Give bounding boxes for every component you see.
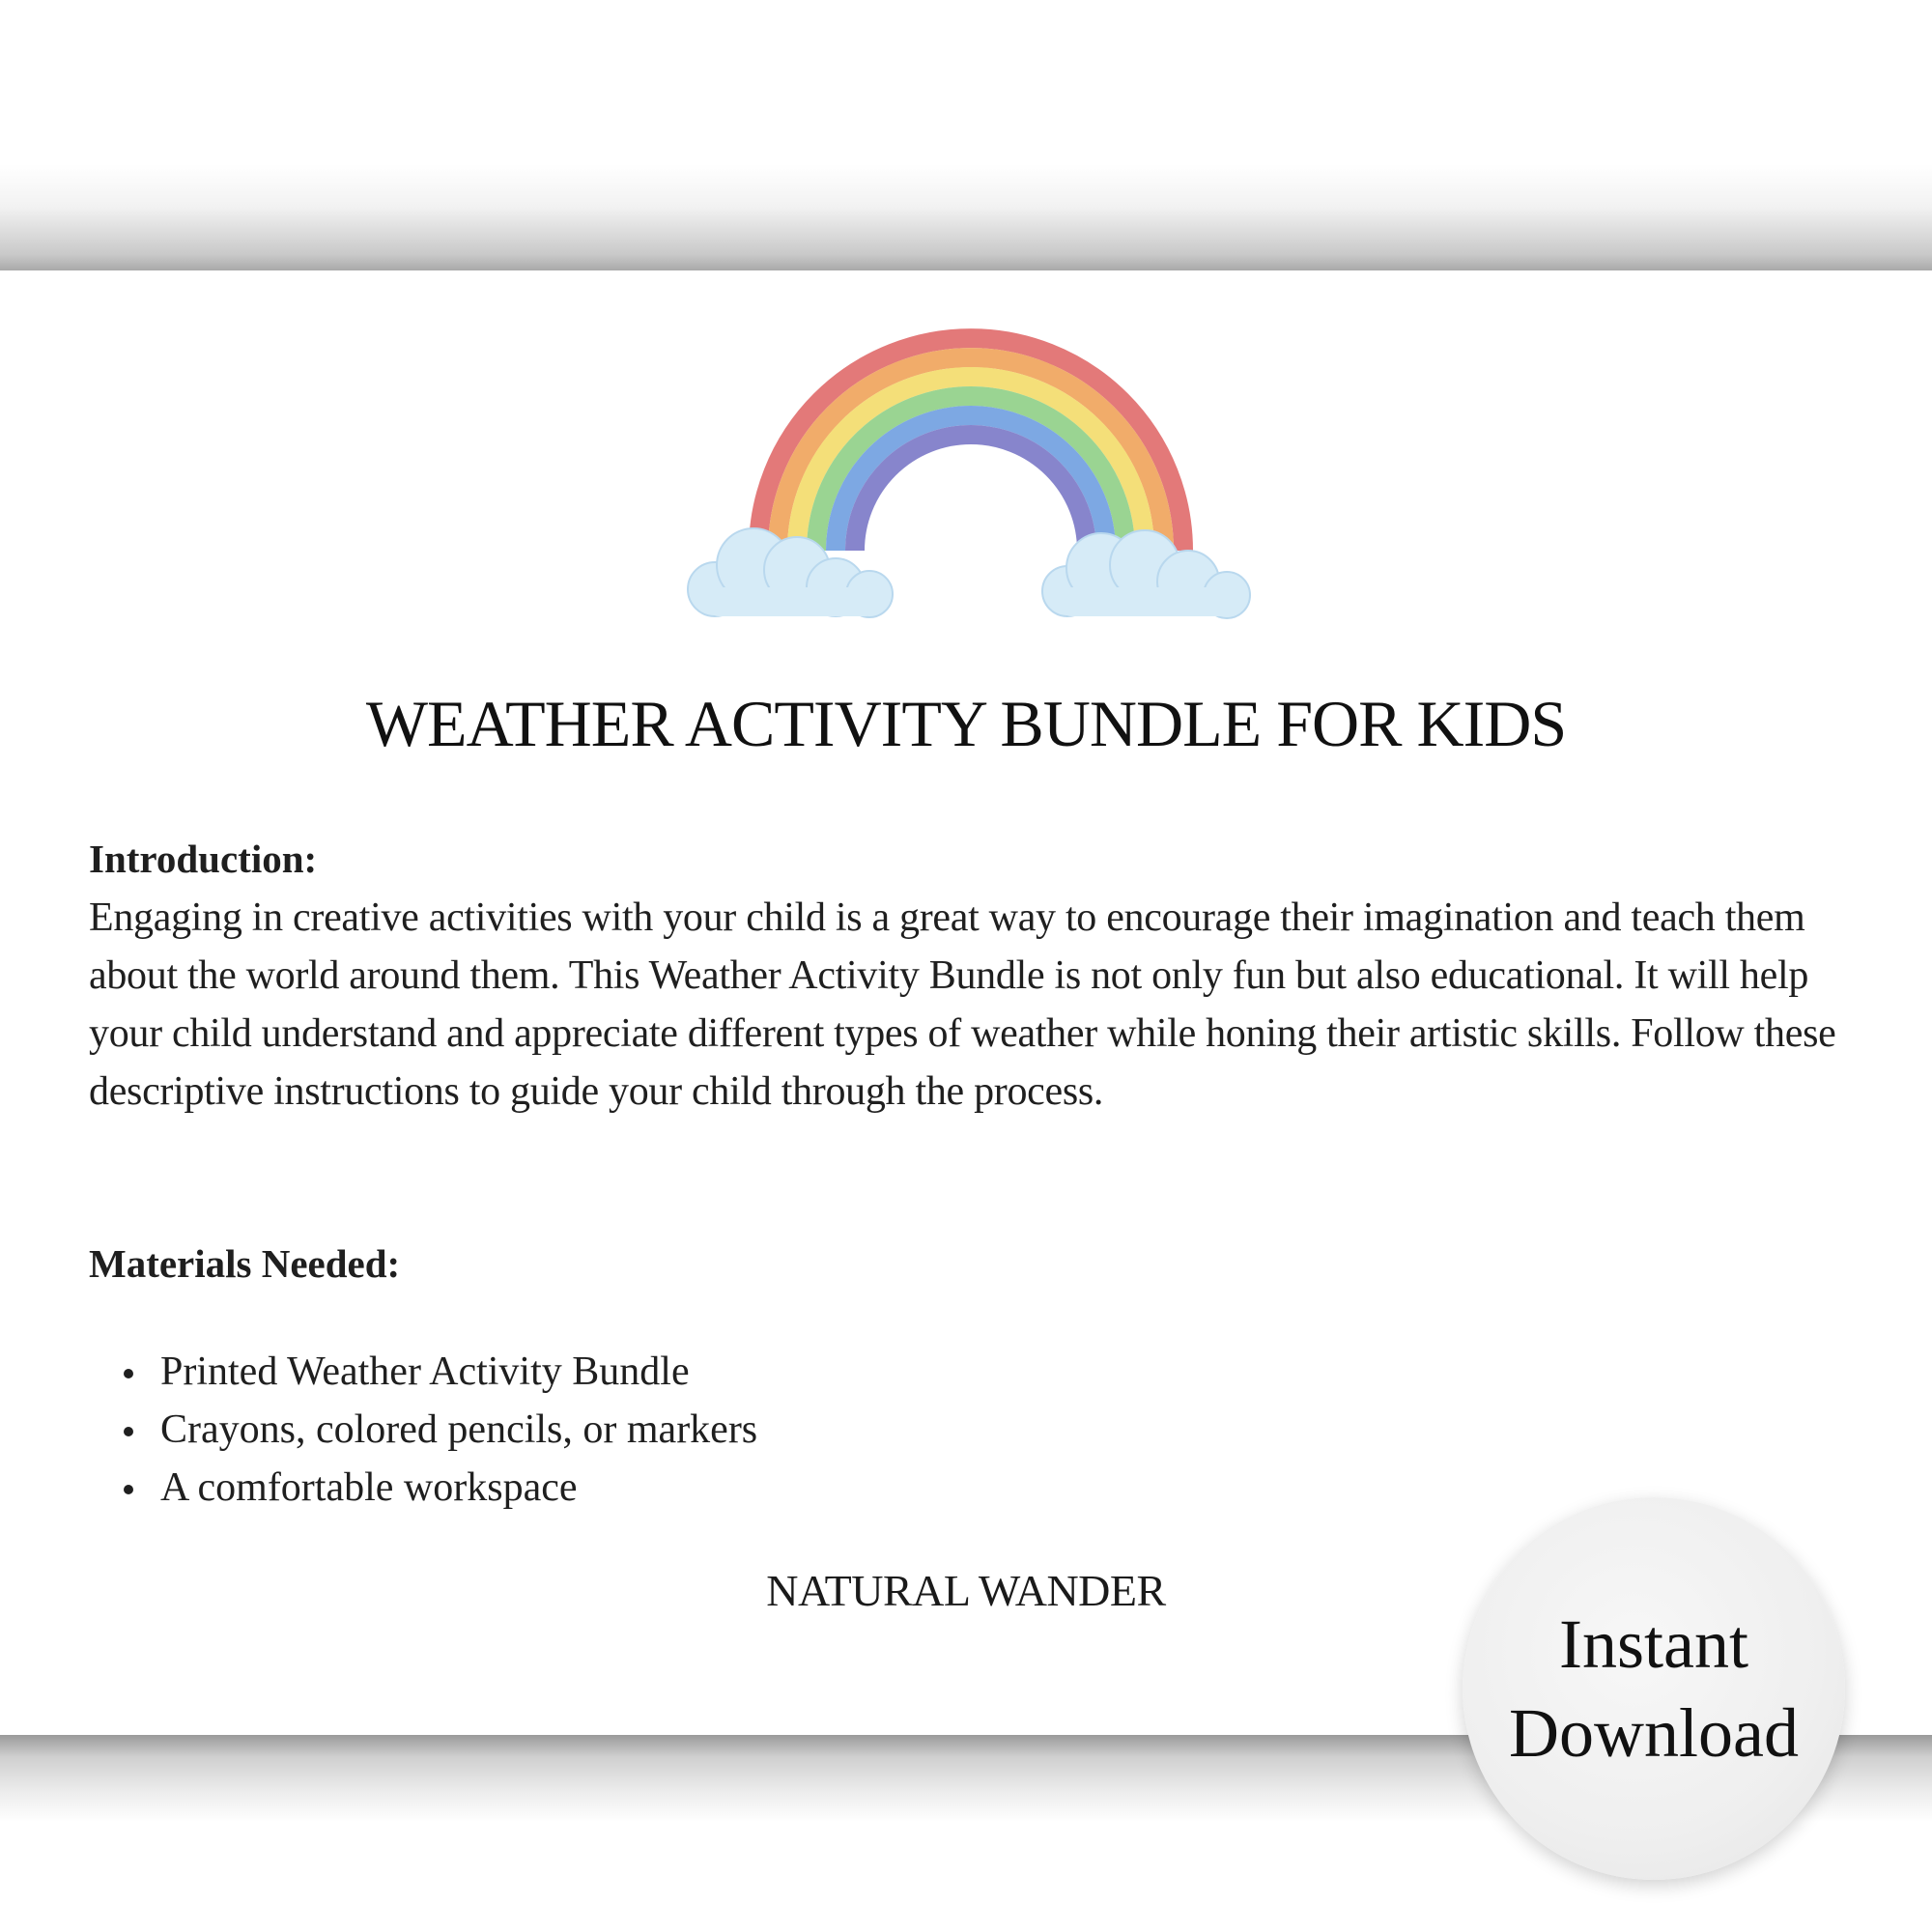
introduction-heading: Introduction:	[89, 837, 318, 881]
page-title: WEATHER ACTIVITY BUNDLE FOR KIDS	[365, 687, 1567, 760]
page-shadow-top	[0, 164, 1932, 270]
badge-line-1: Instant	[1559, 1605, 1748, 1683]
materials-heading: Materials Needed:	[89, 1241, 401, 1286]
list-item: Printed Weather Activity Bundle	[160, 1343, 757, 1401]
instant-download-badge	[1463, 1497, 1845, 1880]
cloud-right	[1042, 530, 1250, 618]
badge-line-2: Download	[1509, 1694, 1799, 1772]
list-item: A comfortable workspace	[160, 1459, 757, 1517]
introduction-body: Engaging in creative activities with your child is a great way to encourage their imagination and teach them about the world around them. This Weather Activity Bundle is not only fun but also educational. It will help your child understand and appreciate different types of weather while honing their artistic skills. Follow these descriptive instructions to guide your child through the process.	[89, 895, 1836, 1114]
brand-name: NATURAL WANDER	[766, 1566, 1166, 1615]
list-item: Crayons, colored pencils, or markers	[160, 1401, 757, 1459]
rainbow-with-clouds-illustration	[676, 328, 1265, 628]
materials-list	[89, 1343, 757, 1517]
